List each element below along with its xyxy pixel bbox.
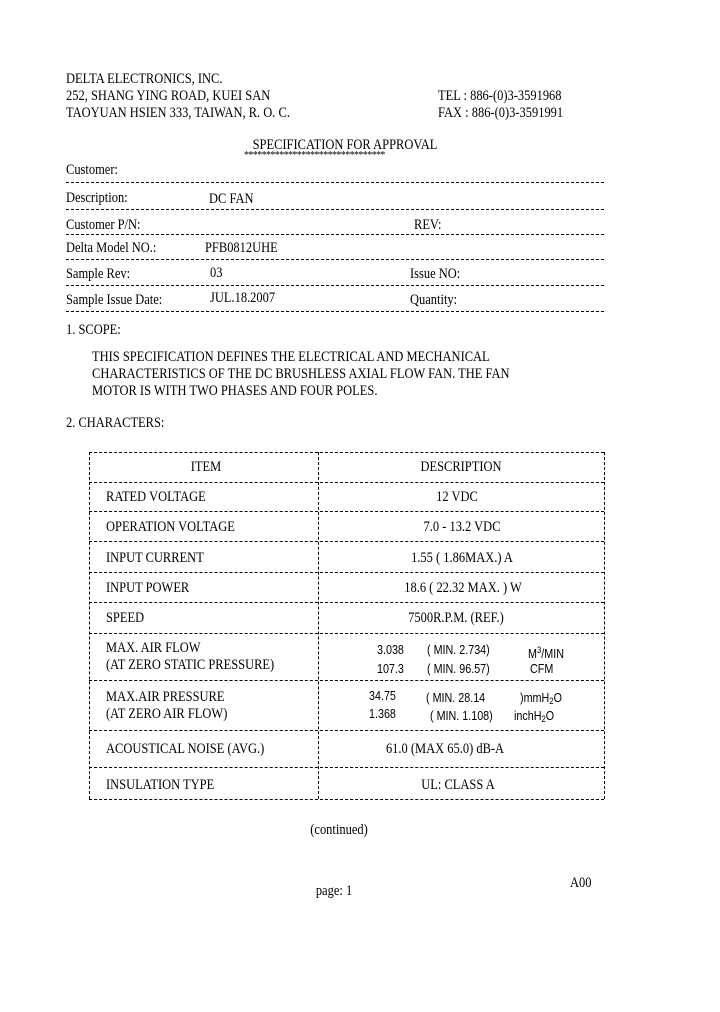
air-flow-unit-cmm: $M^3$/MIN bbox=[528, 645, 564, 661]
table-rule bbox=[89, 730, 604, 731]
characters-heading: 2. CHARACTERS: bbox=[66, 415, 165, 431]
air-flow-value-cfm: 107.3 bbox=[377, 662, 404, 676]
company-address-1: 252, SHANG YING ROAD, KUEI SAN bbox=[66, 88, 271, 104]
quantity-label: Quantity: bbox=[410, 292, 458, 308]
air-pressure-min-inch: ( MIN. 1.108) bbox=[430, 709, 493, 723]
air-flow-min-cfm: ( MIN. 96.57) bbox=[427, 662, 490, 676]
company-tel: TEL : 886-(0)3-3591968 bbox=[438, 88, 562, 104]
header-item: ITEM bbox=[190, 459, 222, 475]
issue-no-label: Issue NO: bbox=[410, 266, 461, 282]
row-operation-voltage-desc: 7.0 - 13.2 VDC bbox=[423, 519, 501, 535]
rev-label: REV: bbox=[414, 217, 442, 233]
sample-date-label: Sample Issue Date: bbox=[66, 292, 163, 308]
scope-line: THIS SPECIFICATION DEFINES THE ELECTRICAL AND MECHANICAL bbox=[92, 349, 490, 365]
table-rule bbox=[89, 799, 604, 800]
page-number: page: 1 bbox=[315, 883, 353, 899]
table-column-divider bbox=[318, 452, 319, 799]
description-value: DC FAN bbox=[209, 191, 254, 207]
table-border-right bbox=[604, 452, 605, 799]
sample-rev-value: 03 bbox=[210, 265, 223, 281]
table-rule bbox=[89, 602, 604, 603]
company-fax: FAX : 886-(0)3-3591991 bbox=[438, 105, 564, 121]
model-label: Delta Model NO.: bbox=[66, 240, 157, 256]
customer-label: Customer: bbox=[66, 162, 118, 178]
row-rated-voltage-desc: 12 VDC bbox=[436, 489, 478, 505]
description-label: Description: bbox=[66, 190, 128, 206]
row-noise-desc: 61.0 (MAX 65.0) dB-A bbox=[385, 741, 505, 757]
row-speed-desc: 7500R.P.M. (REF.) bbox=[408, 610, 504, 626]
company-address-2: TAOYUAN HSIEN 333, TAIWAN, R. O. C. bbox=[66, 105, 290, 121]
model-value: PFB0812UHE bbox=[205, 240, 278, 256]
row-input-power-desc: 18.6 ( 22.32 MAX. ) W bbox=[404, 580, 522, 596]
table-rule bbox=[89, 680, 604, 681]
row-input-current-item: INPUT CURRENT bbox=[106, 550, 204, 566]
row-air-flow-item-note: (AT ZERO STATIC PRESSURE) bbox=[106, 657, 275, 673]
table-rule bbox=[89, 572, 604, 573]
air-pressure-value-inch: 1.368 bbox=[369, 707, 396, 721]
page-title: SPECIFICATION FOR APPROVAL bbox=[252, 137, 438, 153]
row-speed-item: SPEED bbox=[106, 610, 145, 626]
row-air-pressure-item: MAX.AIR PRESSURE bbox=[106, 689, 225, 705]
table-rule bbox=[89, 633, 604, 634]
title-underline-stars: ******************************** bbox=[244, 150, 385, 161]
table-rule bbox=[89, 767, 604, 768]
divider bbox=[66, 209, 604, 210]
divider bbox=[66, 285, 604, 286]
divider bbox=[66, 259, 604, 260]
air-flow-value-cmm: 3.038 bbox=[377, 643, 404, 657]
air-pressure-value-mm: 34.75 bbox=[369, 689, 396, 703]
row-input-current-desc: 1.55 ( 1.86MAX.) A bbox=[411, 550, 513, 566]
air-pressure-unit-inch: inchH$_2$O bbox=[514, 709, 555, 724]
table-border-left bbox=[89, 452, 90, 799]
scope-line: CHARACTERISTICS OF THE DC BRUSHLESS AXIAL FLOW FAN. THE FAN bbox=[92, 366, 510, 382]
table-rule bbox=[89, 511, 604, 512]
continued-note: (continued) bbox=[310, 822, 368, 838]
row-operation-voltage-item: OPERATION VOLTAGE bbox=[106, 519, 235, 535]
divider bbox=[66, 234, 604, 235]
sample-date-value: JUL.18.2007 bbox=[210, 290, 276, 306]
company-name: DELTA ELECTRONICS, INC. bbox=[66, 71, 223, 87]
row-insulation-item: INSULATION TYPE bbox=[106, 777, 215, 793]
scope-line: MOTOR IS WITH TWO PHASES AND FOUR POLES. bbox=[92, 383, 378, 399]
air-pressure-unit-mm: )mmH$_2$O bbox=[520, 691, 562, 706]
divider bbox=[66, 311, 604, 312]
row-rated-voltage-item: RATED VOLTAGE bbox=[106, 489, 206, 505]
sample-rev-label: Sample Rev: bbox=[66, 266, 131, 282]
air-flow-min-cmm: ( MIN. 2.734) bbox=[427, 643, 490, 657]
row-air-pressure-item-note: (AT ZERO AIR FLOW) bbox=[106, 706, 228, 722]
header-description: DESCRIPTION bbox=[420, 459, 502, 475]
customer-pn-label: Customer P/N: bbox=[66, 217, 141, 233]
row-input-power-item: INPUT POWER bbox=[106, 580, 190, 596]
table-rule bbox=[89, 541, 604, 542]
air-flow-unit-cfm: CFM bbox=[530, 662, 554, 676]
air-pressure-min-mm: ( MIN. 28.14 bbox=[426, 691, 486, 705]
row-air-flow-item: MAX. AIR FLOW bbox=[106, 640, 201, 656]
row-insulation-desc: UL: CLASS A bbox=[421, 777, 495, 793]
row-noise-item: ACOUSTICAL NOISE (AVG.) bbox=[106, 741, 265, 757]
table-rule bbox=[89, 452, 604, 453]
table-rule bbox=[89, 482, 604, 483]
scope-heading: 1. SCOPE: bbox=[66, 322, 121, 338]
document-revision-code: A00 bbox=[570, 875, 592, 891]
divider bbox=[66, 182, 604, 183]
